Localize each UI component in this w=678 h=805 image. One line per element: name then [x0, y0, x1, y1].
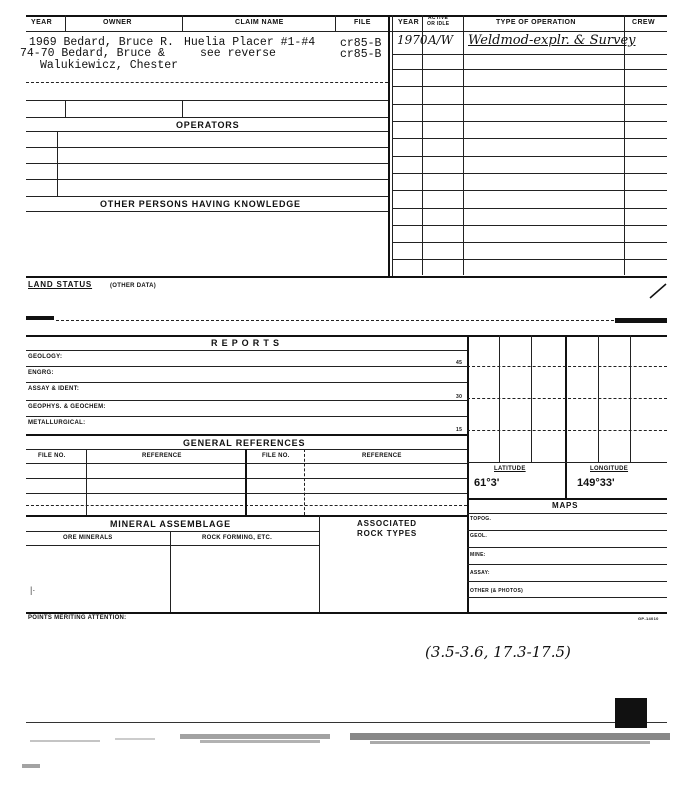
operators-rule: [26, 163, 388, 164]
ops-rule: [392, 121, 667, 122]
operation-active: A/W: [428, 33, 454, 47]
scan-edge-line: [26, 722, 667, 723]
report-geophys-label: GEOPHYS. & GEOCHEM:: [28, 404, 106, 410]
header-claim-name-label: CLAIM NAME: [235, 19, 284, 26]
header-idle-label: OR IDLE: [427, 21, 450, 27]
ref-reference-2: REFERENCE: [362, 453, 402, 459]
ops-rule: [392, 69, 667, 70]
report-metallurgical-label: METALLURGICAL:: [28, 420, 86, 426]
form-number: GP-14010: [638, 616, 659, 621]
grid-row: [467, 462, 667, 463]
operators-rule: [26, 196, 388, 197]
scan-smudge: [26, 316, 54, 320]
grid-row: [467, 398, 667, 399]
mineral-rule: [26, 531, 319, 532]
report-assay-num: 30: [456, 394, 463, 400]
reports-top-rule: [26, 335, 667, 337]
general-references-heading: GENERAL REFERENCES: [183, 438, 306, 448]
maps-top-rule: [467, 498, 667, 500]
other-persons-heading: OTHER PERSONS HAVING KNOWLEDGE: [100, 199, 301, 209]
scan-smudge: [615, 318, 667, 323]
owner-row-1: 1969 Bedard, Bruce R.: [29, 36, 174, 49]
report-geology-num: 45: [456, 360, 463, 366]
rock-forming-label: ROCK FORMING, ETC.: [202, 535, 273, 541]
owner-row-3: Walukiewicz, Chester: [40, 59, 179, 72]
reports-rule: [26, 350, 467, 351]
report-geology-label: GEOLOGY:: [28, 354, 63, 360]
mineral-assemblage-heading: MINERAL ASSEMBLAGE: [110, 519, 231, 529]
operators-heading: OPERATORS: [176, 120, 240, 130]
maps-assay: ASSAY:: [470, 570, 490, 576]
file-row-1: cr85-B: [340, 37, 382, 50]
associated-rock-types-1: ASSOCIATED: [357, 519, 417, 528]
report-metallurgical-num: 15: [456, 427, 463, 433]
form-bottom-rule: [26, 612, 667, 614]
reports-rule: [26, 382, 467, 383]
header-sep: [65, 15, 66, 31]
longitude-label: LONGITUDE: [590, 466, 629, 472]
maps-rule: [467, 581, 667, 582]
maps-geol: GEOL.: [470, 533, 488, 539]
ops-rule: [392, 54, 667, 55]
ref-file-no-2: FILE NO.: [262, 453, 290, 459]
header-active-label: ACTIVE: [428, 15, 449, 21]
other-persons-rule: [26, 211, 388, 212]
report-engrg-label: ENGRG:: [28, 370, 54, 376]
reports-rule: [26, 416, 467, 417]
scan-black-block: [615, 698, 647, 728]
operation-year: 1970: [397, 33, 428, 47]
maps-rule: [467, 513, 667, 514]
maps-rule: [467, 547, 667, 548]
header-year2-label: YEAR: [398, 19, 420, 26]
handwritten-note: (3.5-3.6, 17.3-17.5): [425, 643, 571, 661]
top-border: [26, 15, 667, 17]
ops-rule: [392, 259, 667, 260]
points-meriting-label: POINTS MERITING ATTENTION:: [28, 615, 127, 621]
land-status-sub: (OTHER DATA): [110, 283, 157, 289]
ore-minerals-label: ORE MINERALS: [63, 535, 113, 541]
operators-sep: [57, 131, 58, 196]
owner-row-sep: [182, 100, 183, 117]
header-sep: [182, 15, 183, 31]
owner-rule: [26, 82, 388, 83]
grid-row: [467, 366, 667, 367]
ops-rule: [392, 208, 667, 209]
maps-rule: [467, 597, 667, 598]
operators-rule: [26, 147, 388, 148]
owner-row-2: 74-70 Bedard, Bruce &: [20, 47, 165, 60]
owner-rule: [26, 117, 388, 118]
report-assay-label: ASSAY & IDENT:: [28, 386, 80, 392]
header-file-label: FILE: [354, 19, 371, 26]
header-sep: [335, 15, 336, 31]
land-status-heading: LAND STATUS: [28, 280, 93, 289]
ops-rule: [392, 86, 667, 87]
longitude-value: 149°33': [577, 477, 615, 489]
maps-rule: [467, 530, 667, 531]
land-status-rule: [56, 320, 614, 321]
mineral-col: [319, 515, 320, 612]
associated-rock-types-2: ROCK TYPES: [357, 529, 418, 538]
mineral-col: [170, 531, 171, 612]
top-section-bottom: [26, 276, 667, 278]
ref-col-main: [245, 449, 247, 515]
grid-row: [467, 430, 667, 431]
operators-rule: [26, 179, 388, 180]
maps-rule: [467, 564, 667, 565]
ref-file-no-1: FILE NO.: [38, 453, 66, 459]
operation-type: Weldmod-explr. & Survey: [468, 33, 636, 48]
pen-stroke: [648, 282, 668, 300]
mineral-rule: [26, 545, 319, 546]
ops-rule: [392, 242, 667, 243]
operators-rule: [26, 131, 388, 132]
ops-rule: [392, 156, 667, 157]
claim-row-1: Huelia Placer #1-#4: [184, 36, 316, 49]
scan-speck: [22, 762, 52, 772]
scan-speck: |·: [30, 585, 36, 595]
grid-col-main: [565, 335, 567, 498]
header-year-label: YEAR: [31, 19, 53, 26]
file-row-2: cr85-B: [340, 48, 382, 61]
header-owner-label: OWNER: [103, 19, 132, 26]
maps-topog: TOPOG.: [470, 516, 492, 522]
owner-row-sep: [65, 100, 66, 117]
maps-mine: MINE:: [470, 552, 486, 558]
reports-rule: [26, 434, 467, 436]
ref-col: [304, 449, 305, 515]
ref-reference-1: REFERENCE: [142, 453, 182, 459]
scan-noise: [20, 728, 670, 752]
main-divider: [388, 15, 390, 277]
ops-rule: [392, 173, 667, 174]
ops-rule: [392, 138, 667, 139]
reports-rule: [26, 366, 467, 367]
maps-heading: MAPS: [552, 501, 579, 510]
claim-row-2: see reverse: [200, 47, 276, 60]
ops-rule: [392, 104, 667, 105]
right-panel-divider: [467, 335, 469, 612]
header-crew-label: CREW: [632, 19, 655, 26]
latitude-label: LATITUDE: [494, 466, 526, 472]
mineral-top-rule: [26, 515, 467, 517]
latitude-value: 61°3': [474, 477, 500, 489]
reports-heading: R E P O R T S: [211, 338, 280, 348]
reports-rule: [26, 400, 467, 401]
maps-other: OTHER (& PHOTOS): [470, 588, 524, 594]
header-rule: [26, 31, 667, 32]
ref-col: [86, 449, 87, 515]
ops-rule: [392, 190, 667, 191]
ops-rule: [392, 225, 667, 226]
owner-rule: [26, 100, 388, 101]
header-type-of-operation-label: TYPE OF OPERATION: [496, 19, 576, 26]
